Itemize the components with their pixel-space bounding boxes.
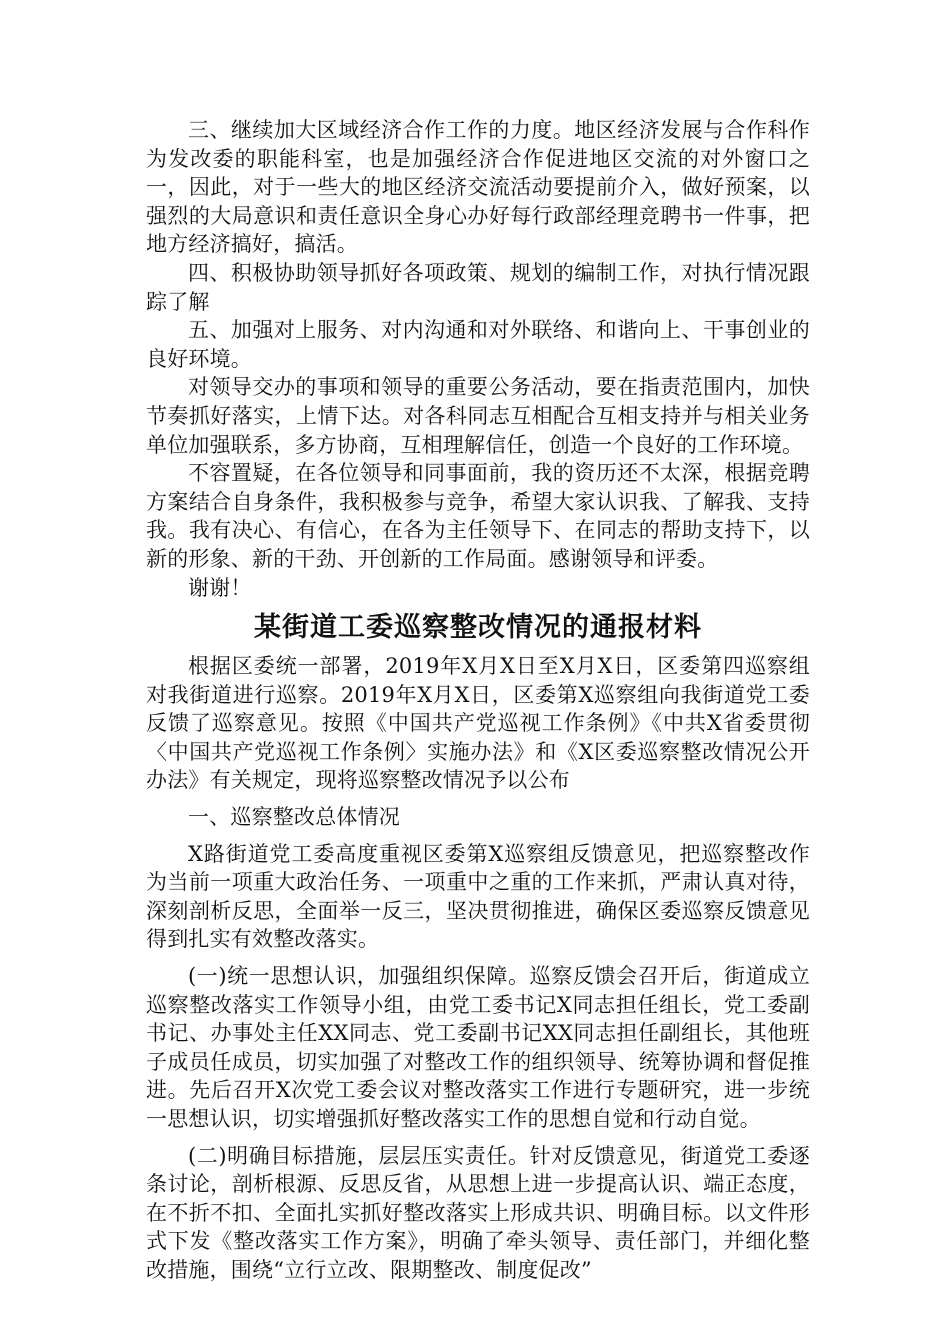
paragraph: 根据区委统一部署，2019年X月X日至X月X日，区委第四巡察组对我街道进行巡察。2019年X月X日，区委第X巡察组向我街道党工委反馈了巡察意见。按照《中国共产党巡视工作条例》《中共X省委贯彻〈中国共产党巡视工作条例〉实施办法》和《X区委巡察整改情况公开办法》有关规定，现将巡察整改情况予以公布 [146, 654, 810, 793]
closing-thanks: 谢谢！ [188, 575, 252, 600]
paragraph: 三、继续加大区域经济合作工作的力度。地区经济发展与合作科作为发改委的职能科室，也是加强经济合作促进地区交流的对外窗口之一，因此，对于一些大的地区经济交流活动要提前介入，做好预案，以强烈的大局意识和责任意识全身心办好每行政部经理竞聘书一件事，把地方经济搞好，搞活。 [146, 118, 810, 257]
document-page [146, 116, 810, 1285]
paragraph: (二)明确目标措施，层层压实责任。针对反馈意见，街道党工委逐条讨论，剖析根源、反思反省，从思想上进一步提高认识、端正态度，在不折不扣、全面扎实抓好整改落实上形成共识、明确目标。以文件形式下发《整改落实工作方案》，明确了牵头领导、责任部门，并细化整改措施，围绕“立行立改、限期整改、制度促改” [146, 1143, 810, 1282]
paragraph: X路街道党工委高度重视区委第X巡察组反馈意见，把巡察整改作为当前一项重大政治任务、一项重中之重的工作来抓，严肃认真对待，深刻剖析反思，全面举一反三，坚决贯彻推进，确保区委巡察反馈意见得到扎实有效整改落实。 [146, 841, 810, 952]
document-title: 某街道工委巡察整改情况的通报材料 [254, 612, 702, 644]
paragraph: (一)统一思想认识，加强组织保障。巡察反馈会召开后，街道成立巡察整改落实工作领导小组，由党工委书记X同志担任组长，党工委副书记、办事处主任XX同志、党工委副书记XX同志担任副组长，其他班子成员任成员，切实加强了对整改工作的组织领导、统筹协调和督促推进。先后召开X次党工委会议对整改落实工作进行专题研究，进一步统一思想认识，切实增强抓好整改落实工作的思想自觉和行动自觉。 [146, 964, 810, 1131]
paragraph: 四、积极协助领导抓好各项政策、规划的编制工作，对执行情况跟踪了解 [146, 260, 810, 314]
paragraph: 五、加强对上服务、对内沟通和对外联络、和谐向上、干事创业的良好环境。 [146, 318, 810, 371]
paragraph: 对领导交办的事项和领导的重要公务活动，要在指责范围内，加快节奏抓好落实，上情下达。对各科同志互相配合互相支持并与相关业务单位加强联系，多方协商，互相理解信任，创造一个良好的工作环境。 [146, 375, 810, 457]
section-heading: 一、巡察整改总体情况 [188, 805, 400, 830]
paragraph: 不容置疑，在各位领导和同事面前，我的资历还不太深，根据竞聘方案结合自身条件，我积极参与竞争，希望大家认识我、了解我、支持我。我有决心、有信心，在各为主任领导下、在同志的帮助支持下，以新的形象、新的干劲、开创新的工作局面。感谢领导和评委。 [146, 461, 810, 571]
